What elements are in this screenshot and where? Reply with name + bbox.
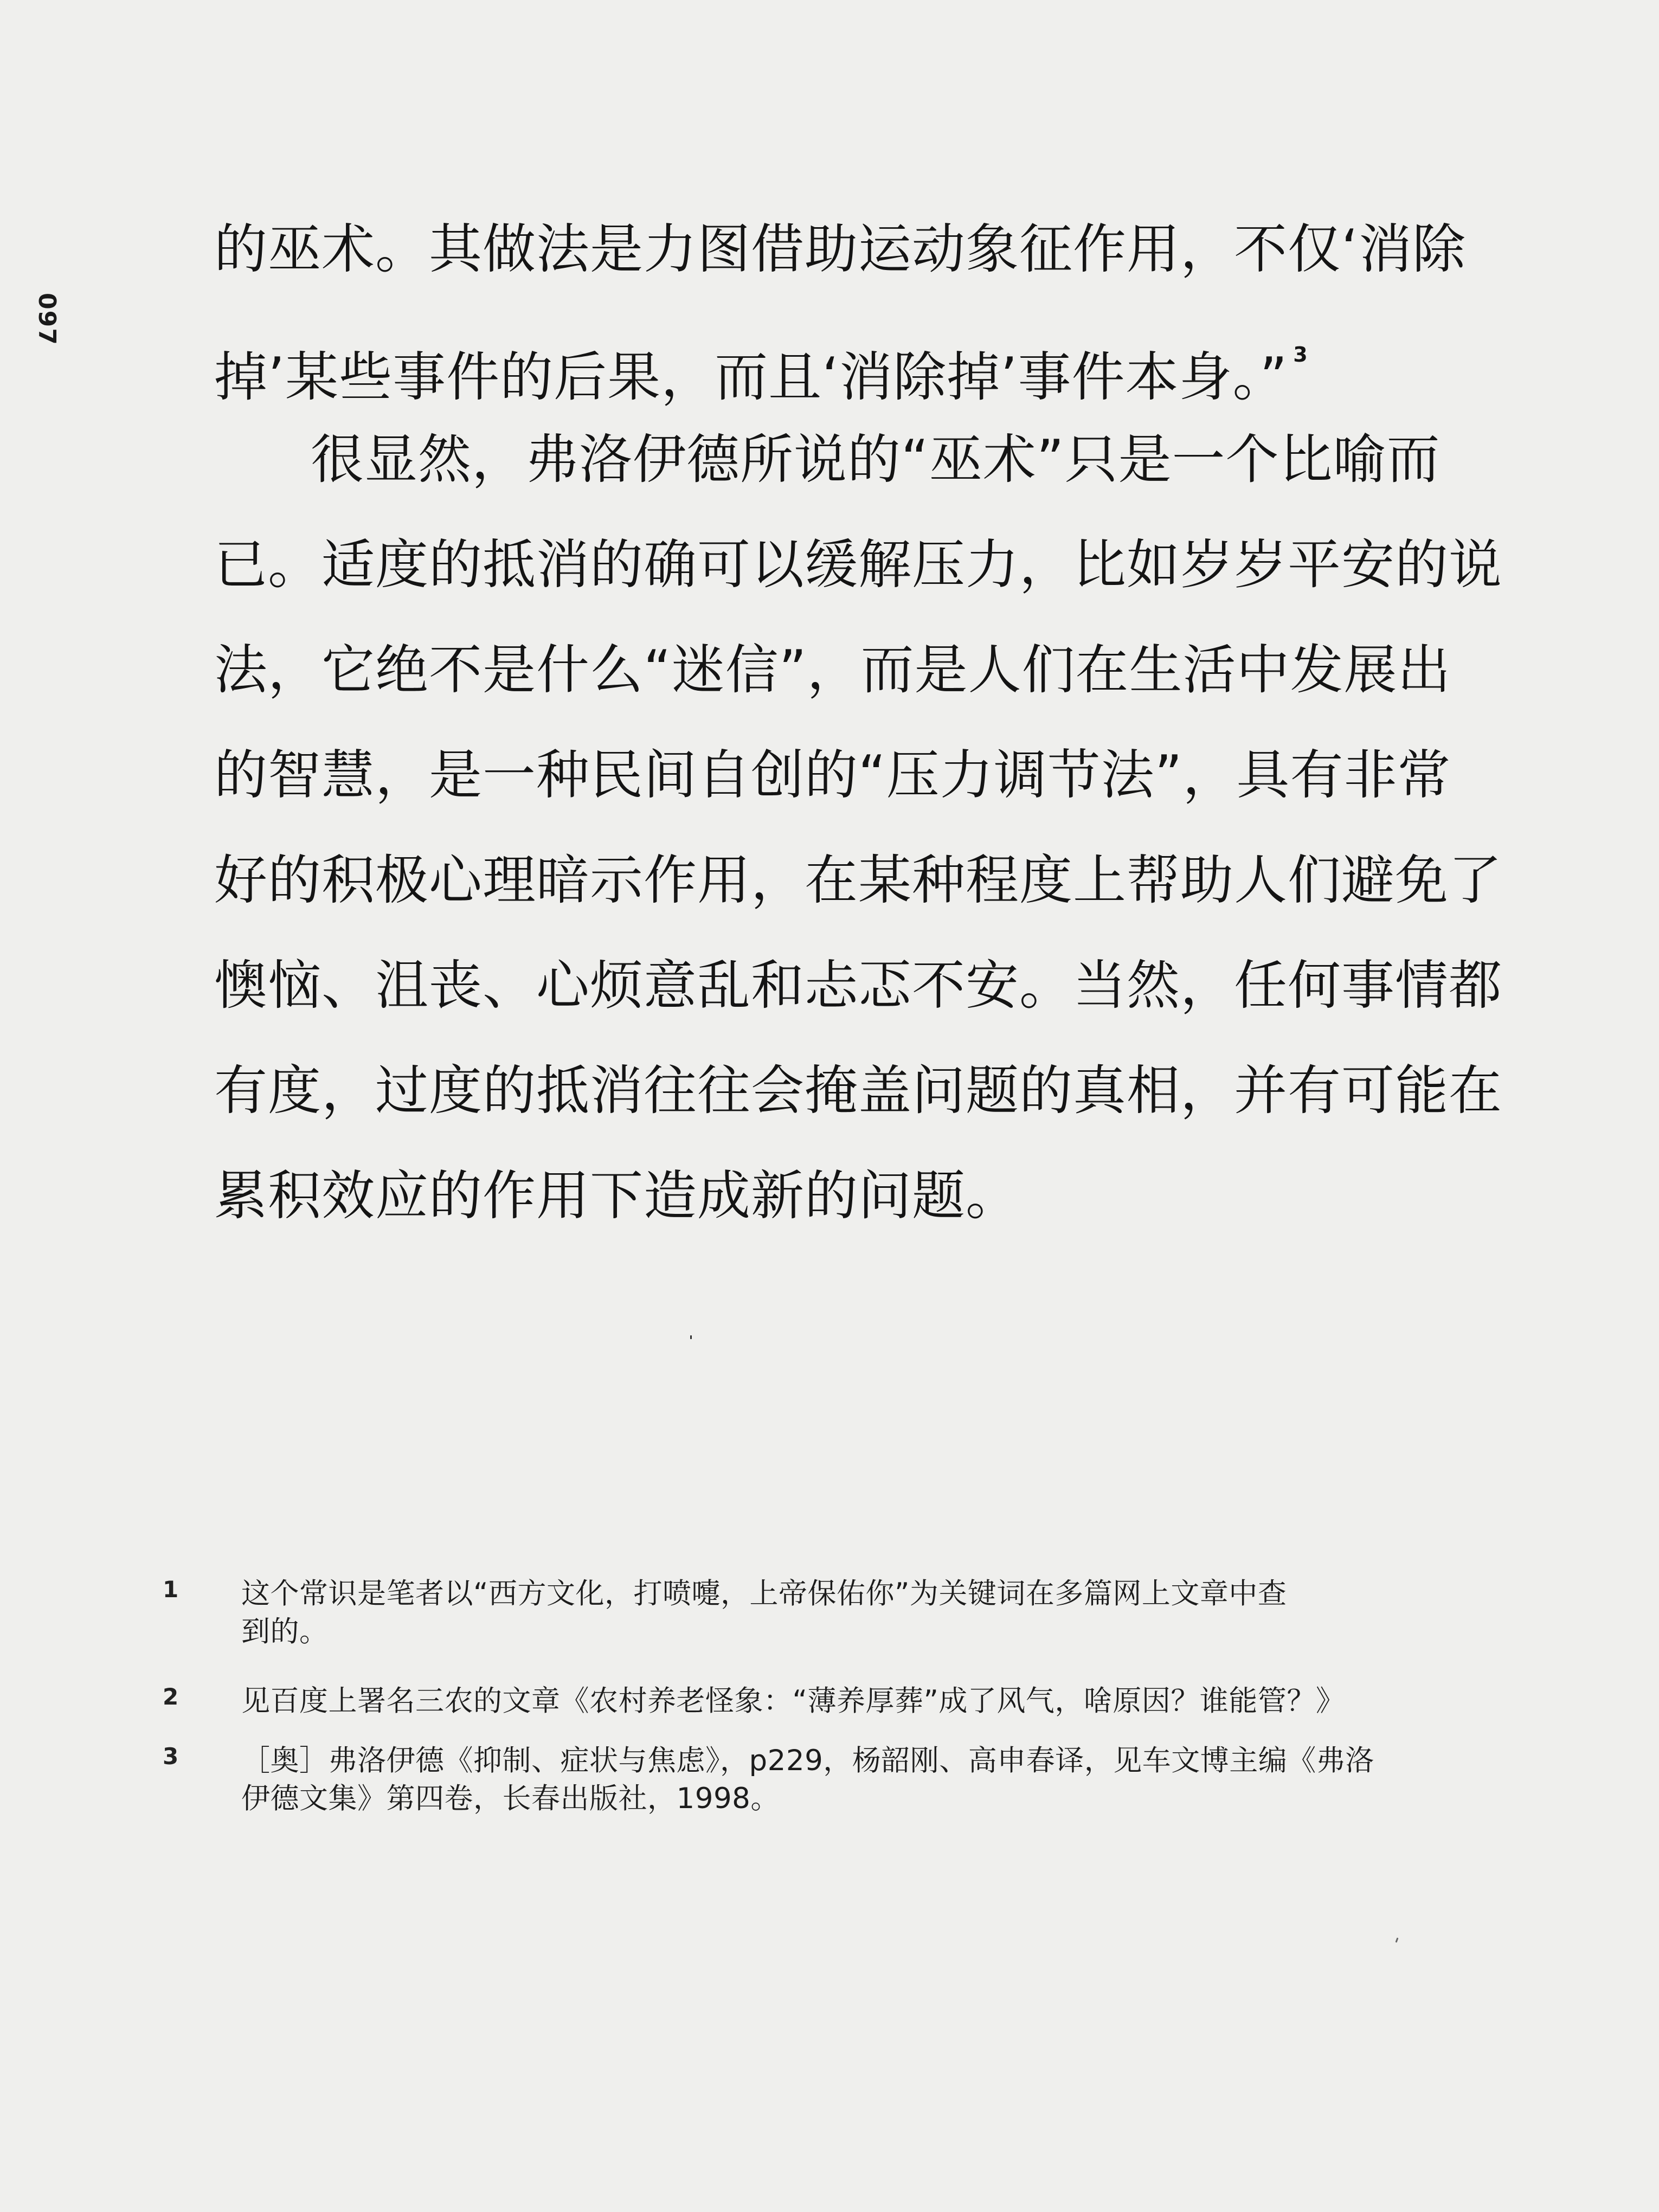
footnote-number: 1 <box>163 1576 179 1603</box>
footnote-1 <box>163 1575 1475 1651</box>
footnote-number: 3 <box>163 1743 179 1770</box>
page-number: 097 <box>33 293 61 346</box>
footnote-2 <box>163 1682 1475 1720</box>
body-line: 的巫术。其做法是力图借助运动象征作用，不仅‘消除 <box>214 218 1467 280</box>
body-line-paragraph-start: 很显然，弗洛伊德所说的“巫术”只是一个比喻而 <box>311 429 1441 491</box>
footnote-text-line: ［奥］弗洛伊德《抑制、症状与焦虑》，p229，杨韶刚、高申春译，见车文博主编《弗洛 <box>241 1744 1374 1777</box>
body-line: 好的积极心理暗示作用，在某种程度上帮助人们避免了 <box>214 850 1503 911</box>
footnote-reference[interactable]: 3 <box>1293 343 1308 366</box>
body-line: 的智慧，是一种民间自创的“压力调节法”，具有非常 <box>214 744 1451 806</box>
footnote-3 <box>163 1742 1475 1818</box>
body-line: 法，它绝不是什么“迷信”，而是人们在生活中发展出 <box>214 639 1451 701</box>
body-line: 掉’某些事件的后果，而且‘消除掉’事件本身。” $^3$ <box>214 343 1308 408</box>
footnote-text-line: 伊德文集》第四卷，长春出版社，1998。 <box>241 1782 780 1815</box>
paper-speck <box>690 1335 692 1339</box>
footnote-text-line: 这个常识是笔者以“西方文化，打喷嚏，上帝保佑你”为关键词在多篇网上文章中查 <box>241 1577 1287 1610</box>
footnote-text-line: 见百度上署名三农的文章《农村养老怪象：“薄养厚葬”成了风气，啥原因？谁能管？》 <box>241 1684 1345 1718</box>
footnote-text-line: 到的。 <box>241 1615 329 1648</box>
footnote-number: 2 <box>163 1683 179 1710</box>
footnotes <box>163 1575 1475 1836</box>
paper-speck <box>1396 1938 1399 1943</box>
body-text <box>214 214 1503 1266</box>
body-line: 懊恼、沮丧、心烦意乱和忐忑不安。当然，任何事情都 <box>214 955 1503 1017</box>
body-line: 有度，过度的抵消往往会掩盖问题的真相，并有可能在 <box>214 1060 1503 1122</box>
body-line: 已。适度的抵消的确可以缓解压力，比如岁岁平安的说 <box>214 534 1503 596</box>
body-line: 累积效应的作用下造成新的问题。 <box>214 1165 1020 1227</box>
